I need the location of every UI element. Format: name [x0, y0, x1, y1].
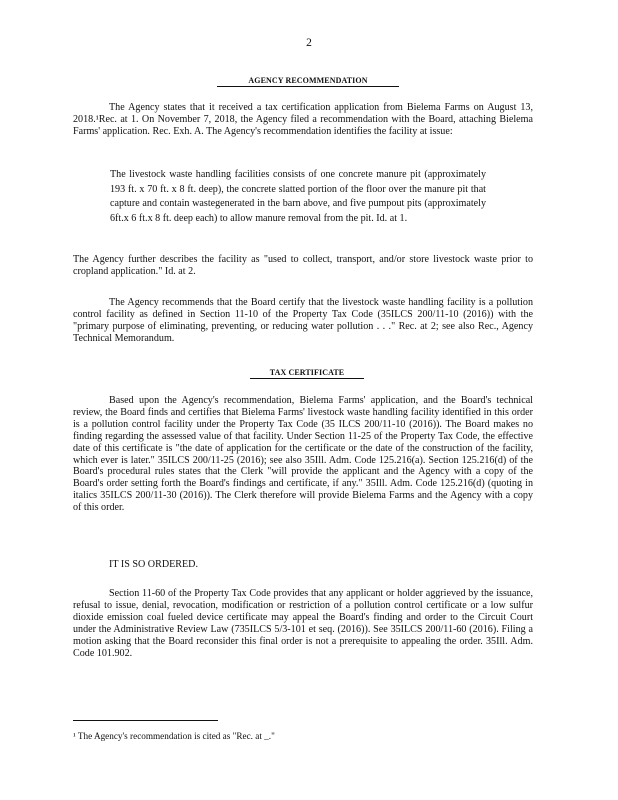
paragraph-appeal-rights	[73, 588, 533, 659]
paragraph-text: The Agency recommends that the Board certify that the livestock waste handling facility is a pollution control facility as defined in Section 11-10 of the Property Tax Code (35ILCS 200/11-10 (2016)) with the "primary purpose of eliminating, preventing, or reducing water pollution . . ." Rec. at 2; see also Rec., Agency Technical Memorandum.	[73, 297, 533, 344]
paragraph-agency-received	[73, 102, 533, 138]
paragraph-board-finding	[73, 395, 533, 514]
block-quote-facility-description: The livestock waste handling facilities consists of one concrete manure pit (approximately 193 ft. x 70 ft. x 8 ft. deep), the concrete slatted portion of the floor over the manure pit that capture and contain wastegenerated in the barn above, and five pumpout pits (approximately 6ft.x 6 ft.x 8 ft. deep each) to allow manure removal from the pit. Id. at 1.	[110, 169, 486, 224]
page-number: 2	[306, 37, 312, 49]
ordered-statement	[73, 559, 533, 571]
paragraph-text: The Agency states that it received a tax certification application from Bielema Farms on August 13, 2018.¹Rec. at 1. On November 7, 2018, the Agency filed a recommendation with the Board, attaching Bielema Farms' application. Rec. Exh. A. The Agency's recommendation identifies the facility at issue:	[73, 102, 533, 137]
section-heading-tax-certificate: TAX CERTIFICATE	[250, 368, 364, 379]
footnote-divider	[73, 720, 218, 721]
ordered-text: IT IS SO ORDERED.	[109, 559, 198, 570]
footnote: ¹ The Agency's recommendation is cited as "Rec. at _."	[73, 731, 275, 741]
paragraph-text: Based upon the Agency's recommendation, Bielema Farms' application, and the Board's technical review, the Board finds and certifies that Bielema Farms' livestock waste handling facility identified in this order is a pollution control facility under the Property Tax Code (35 ILCS 200/11-10 (2016)). The Board makes no finding regarding the assessed value of that facility. Under Section 11-25 of the Property Tax Code, the effective date of this certificate is "the date of application for the certificate or the date of the construction of the facility, which ever is later." 35ILCS 200/11-25 (2016); see also 35Ill. Adm. Code 125.216(a). Section 125.216(d) of the Board's procedural rules states that the Clerk "will provide the applicant and the Agency with a copy of the Board's order setting forth the Board's findings and certificate, if any." 35Ill. Adm. Code 125.216(d) (quoting in italics 35ILCS 200/11-30 (2016)). The Clerk therefore will provide Bielema Farms and the Agency with a copy of this order.	[73, 395, 533, 514]
section-heading-agency-recommendation: AGENCY RECOMMENDATION	[217, 76, 399, 87]
paragraph-agency-recommends	[73, 297, 533, 345]
paragraph-facility-purpose: The Agency further describes the facility as "used to collect, transport, and/or store livestock waste prior to cropland application." Id. at 2.	[73, 254, 533, 277]
paragraph-text: Section 11-60 of the Property Tax Code provides that any applicant or holder aggrieved by the issuance, refusal to issue, denial, revocation, modification or restriction of a pollution control certificate or a low sulfur dioxide emission coal fueled device certificate may appeal the Board's finding and order to the Circuit Court under the Administrative Review Law (735ILCS 5/3-101 et seq. (2016)). See 35ILCS 200/11-60 (2016). Filing a motion asking that the Board reconsider this final order is not a prerequisite to appealing the order. 35Ill. Adm. Code 101.902.	[73, 588, 533, 659]
